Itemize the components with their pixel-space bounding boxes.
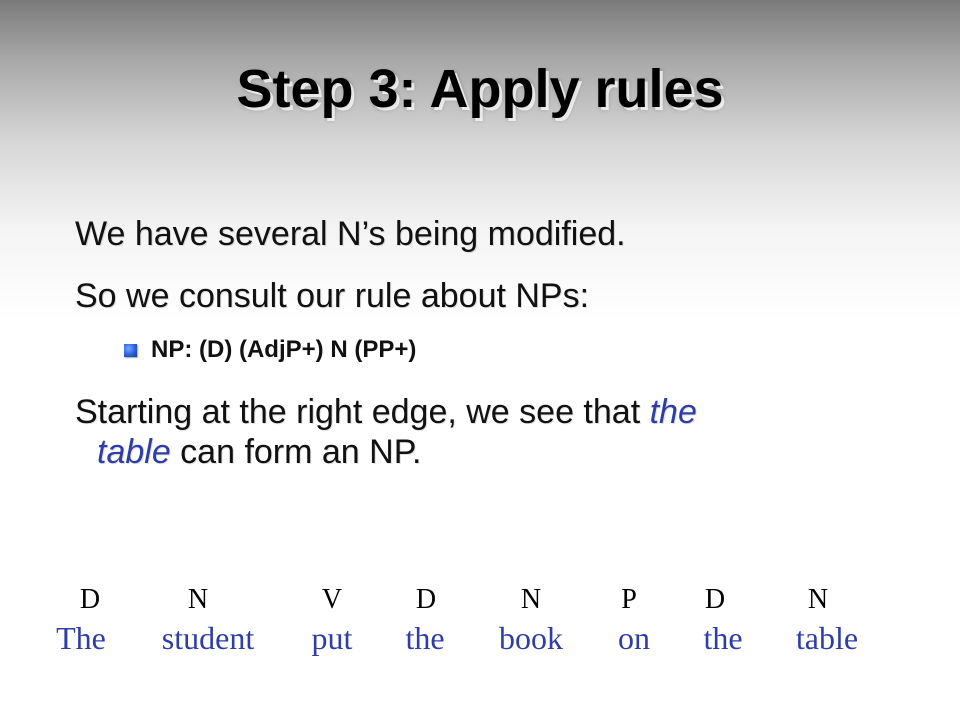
sentence-word: student: [161, 620, 255, 656]
line3-text-end: can form an NP.: [170, 433, 422, 471]
text-line-1: We have several N’s being modified.: [75, 215, 626, 253]
slide-title: Step 3: Apply rules: [236, 59, 724, 119]
pos-tag: N: [520, 584, 542, 615]
pos-tag: D: [415, 584, 437, 615]
pos-tag: N: [187, 584, 209, 615]
pos-tag: D: [79, 584, 101, 615]
np-rule-text: NP: (D) (AdjP+) N (PP+): [151, 336, 417, 363]
sentence-word: the: [405, 620, 445, 656]
sentence-word: on: [618, 620, 650, 656]
highlight-table: table: [97, 433, 171, 471]
bullet-item: [124, 336, 416, 364]
line3-text-start: Starting at the right edge, we see that: [75, 393, 650, 431]
highlight-the: the: [649, 393, 697, 431]
sentence-word: table: [795, 620, 859, 656]
sentence-word: put: [311, 620, 353, 656]
text-line-2: So we consult our rule about NPs:: [75, 277, 590, 315]
text-line-3: [75, 392, 895, 472]
sentence-word: the: [703, 620, 743, 656]
pos-tag: N: [807, 584, 829, 615]
sentence-word: The: [56, 620, 106, 656]
pos-tag: P: [621, 584, 637, 615]
square-bullet-icon: [124, 344, 137, 357]
pos-tag: V: [321, 584, 343, 615]
sentence-word: book: [499, 620, 563, 656]
pos-tag: D: [704, 584, 726, 615]
